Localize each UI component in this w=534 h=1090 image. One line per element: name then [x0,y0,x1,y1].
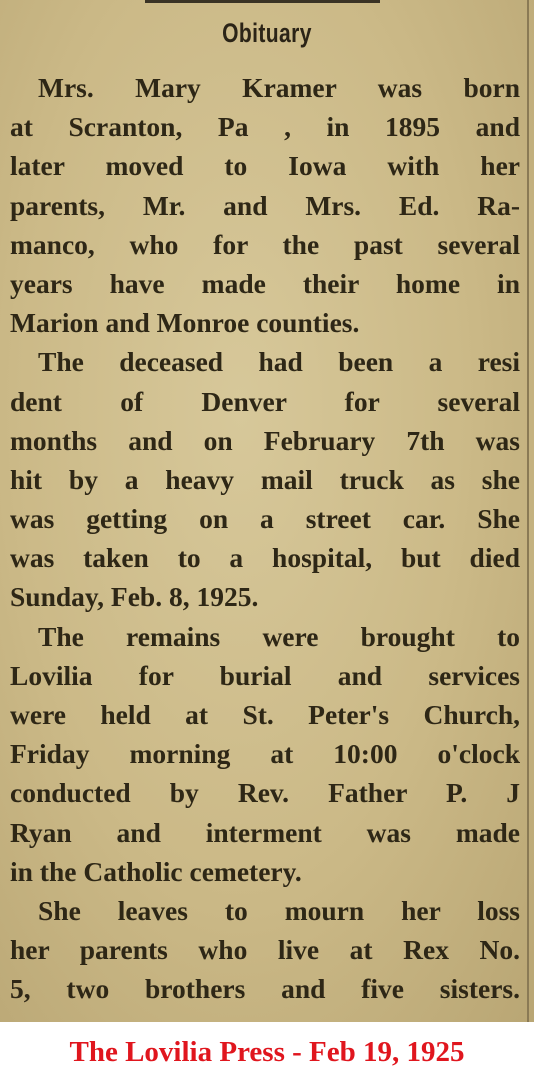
text-line: later moved to Iowa with her [10,150,520,182]
text-line: 5, two brothers and five sisters. [10,973,520,1005]
text-line: The remains were brought to [38,620,520,652]
text-line: Friday morning at 10:00 o'clock [10,738,520,770]
text-line: conducted by Rev. Father P. J [10,777,520,809]
text-line: was getting on a street car. She [10,503,520,535]
text-line: hit by a heavy mail truck as she [10,463,520,495]
top-rule [145,0,380,3]
text-line: months and on February 7th was [10,424,520,456]
text-line: parents, Mr. and Mrs. Ed. Ra- [10,189,520,221]
text-line: The deceased had been a resi [38,346,520,378]
column-rule [527,0,529,1022]
text-line: Ryan and interment was made [10,816,520,848]
text-line: in the Catholic cemetery. [10,855,302,887]
text-line: dent of Denver for several [10,385,520,417]
text-line: Sunday, Feb. 8, 1925. [10,581,259,613]
text-line: Lovilia for burial and services [10,659,520,691]
text-line: manco, who for the past several [10,228,520,260]
source-caption: The Lovilia Press - Feb 19, 1925 [69,1036,465,1068]
text-line: Marion and Monroe counties. [10,307,360,339]
text-line: She leaves to mourn her loss [38,894,520,926]
obituary-body [10,68,520,1009]
text-line: was taken to a hospital, but died [10,542,520,574]
text-line: Mrs. Mary Kramer was born [38,72,520,103]
text-line: years have made their home in [10,267,520,299]
text-line: were held at St. Peter's Church, [10,699,520,730]
obituary-heading: Obituary [222,18,312,48]
text-line: at Scranton, Pa , in 1895 and [10,111,520,143]
text-line: her parents who live at Rex No. [10,934,520,966]
